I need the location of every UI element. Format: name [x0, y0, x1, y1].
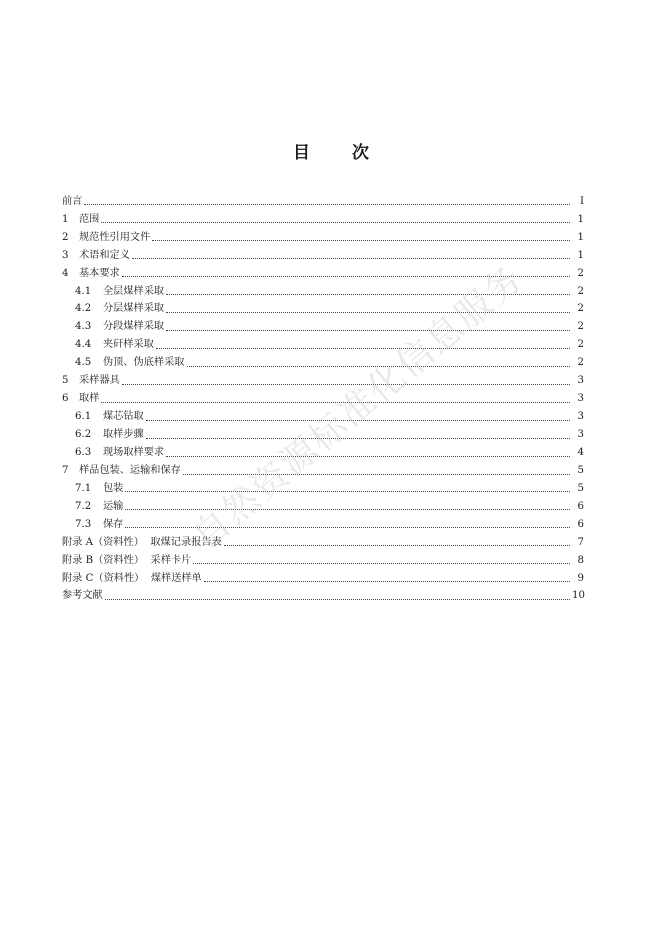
toc-entry-page: 3 — [577, 411, 584, 423]
toc-entry-number: 4.5 — [75, 357, 92, 369]
toc-entry-title: 前言 — [62, 195, 83, 207]
toc-entry-title: 包装 — [103, 482, 124, 494]
toc-entry-number: 7.3 — [75, 518, 92, 530]
toc-entry-page: 2 — [577, 357, 584, 369]
dot-leader — [166, 306, 570, 313]
toc-entry[interactable] — [62, 283, 584, 301]
dot-leader — [152, 234, 570, 241]
toc-entry-page: 1 — [577, 231, 584, 243]
toc-entry-number: 6.3 — [75, 446, 92, 458]
toc-entry-title: 保存 — [103, 518, 124, 530]
toc-entry-page: 7 — [577, 536, 584, 548]
toc-entry[interactable] — [62, 265, 584, 283]
title-char-1: 目 — [293, 143, 310, 163]
toc-entry-title: 范围 — [79, 213, 100, 225]
toc-entry-title: 分层煤样采取 — [103, 303, 165, 315]
toc-entry-title: 夹矸样采取 — [103, 339, 154, 351]
toc-entry-number: 2 — [62, 231, 69, 243]
dot-leader — [166, 324, 570, 331]
toc-entry[interactable] — [62, 570, 584, 588]
toc-entry-number: 7.1 — [75, 482, 92, 494]
toc-entry-title: 样品包装、运输和保存 — [79, 464, 181, 476]
dot-leader — [132, 252, 570, 259]
toc-entry-page: 10 — [572, 590, 585, 602]
toc-entry[interactable] — [62, 462, 584, 480]
dot-leader — [166, 288, 570, 295]
toc-entry-page: Ⅰ — [579, 195, 584, 207]
toc-entry[interactable] — [62, 229, 584, 247]
dot-leader — [101, 396, 570, 403]
toc-entry-number: 4.4 — [75, 339, 92, 351]
title-char-2: 次 — [352, 143, 369, 163]
toc-entry[interactable] — [62, 480, 584, 498]
toc-entry-page: 2 — [577, 303, 584, 315]
toc-entry-title: 附录 B（资料性） 采样卡片 — [62, 554, 192, 566]
toc-entry[interactable] — [62, 372, 584, 390]
toc-entry-title: 分段煤样采取 — [103, 321, 165, 333]
table-of-contents — [62, 193, 584, 606]
toc-entry[interactable] — [62, 301, 584, 319]
dot-leader — [204, 575, 570, 582]
dot-leader — [101, 216, 570, 223]
toc-entry-title: 规范性引用文件 — [79, 231, 151, 243]
toc-entry-title: 全层煤样采取 — [103, 285, 165, 297]
toc-entry-title: 采样器具 — [79, 375, 120, 387]
toc-entry-page: 6 — [577, 518, 584, 530]
dot-leader — [125, 485, 570, 492]
toc-entry-number: 4 — [62, 267, 69, 279]
toc-entry[interactable] — [62, 516, 584, 534]
toc-entry[interactable] — [62, 211, 584, 229]
toc-entry[interactable] — [62, 354, 584, 372]
dot-leader — [122, 270, 570, 277]
dot-leader — [146, 414, 570, 421]
toc-entry-number: 7.2 — [75, 500, 92, 512]
toc-entry[interactable] — [62, 552, 584, 570]
toc-entry-title: 参考文献 — [62, 590, 103, 602]
toc-entry-number: 4.2 — [75, 303, 92, 315]
toc-entry-page: 5 — [577, 464, 584, 476]
toc-entry-page: 1 — [577, 249, 584, 261]
toc-entry[interactable] — [62, 319, 584, 337]
toc-entry-page: 8 — [577, 554, 584, 566]
toc-entry-page: 2 — [577, 267, 584, 279]
toc-entry-title: 取样 — [79, 393, 100, 405]
dot-leader — [166, 450, 570, 457]
toc-entry-page: 3 — [577, 393, 584, 405]
watermark: 自然资源标准化信息服务 — [185, 257, 532, 558]
dot-leader — [156, 342, 570, 349]
toc-entry-page: 1 — [577, 213, 584, 225]
toc-entry[interactable] — [62, 588, 584, 606]
toc-entry-number: 3 — [62, 249, 69, 261]
toc-entry-title: 运输 — [103, 500, 124, 512]
toc-entry-page: 9 — [577, 572, 584, 584]
toc-entry-page: 4 — [577, 446, 584, 458]
toc-entry-title: 煤芯钻取 — [103, 411, 144, 423]
dot-leader — [187, 360, 571, 367]
toc-entry[interactable] — [62, 337, 584, 355]
toc-entry-title: 附录 C（资料性） 煤样送样单 — [62, 572, 202, 584]
toc-entry-title: 现场取样要求 — [103, 446, 165, 458]
toc-entry-title: 取样步骤 — [103, 429, 144, 441]
dot-leader — [105, 593, 570, 600]
page-title — [0, 138, 662, 163]
toc-entry-page: 2 — [577, 321, 584, 333]
toc-entry-page: 2 — [577, 339, 584, 351]
dot-leader — [84, 198, 570, 205]
toc-entry-number: 5 — [62, 375, 69, 387]
toc-entry[interactable] — [62, 247, 584, 265]
dot-leader — [193, 557, 570, 564]
toc-entry-page: 2 — [577, 285, 584, 297]
toc-entry-page: 6 — [577, 500, 584, 512]
dot-leader — [224, 539, 570, 546]
toc-entry-number: 7 — [62, 464, 69, 476]
toc-entry-number: 6 — [62, 393, 69, 405]
toc-entry-title: 伪顶、伪底样采取 — [103, 357, 185, 369]
toc-entry[interactable] — [62, 534, 584, 552]
toc-entry-page: 3 — [577, 375, 584, 387]
dot-leader — [125, 521, 570, 528]
toc-entry-number: 4.1 — [75, 285, 92, 297]
toc-entry-title: 基本要求 — [79, 267, 120, 279]
dot-leader — [146, 432, 570, 439]
toc-entry-title: 附录 A（资料性） 取煤记录报告表 — [62, 536, 222, 548]
toc-entry[interactable] — [62, 193, 584, 211]
toc-entry[interactable] — [62, 444, 584, 462]
toc-entry[interactable] — [62, 408, 584, 426]
toc-entry[interactable] — [62, 390, 584, 408]
toc-entry-title: 术语和定义 — [79, 249, 130, 261]
dot-leader — [183, 468, 570, 475]
toc-entry-number: 6.1 — [75, 411, 92, 423]
toc-entry[interactable] — [62, 498, 584, 516]
dot-leader — [122, 378, 570, 385]
toc-entry-page: 3 — [577, 429, 584, 441]
toc-entry-number: 4.3 — [75, 321, 92, 333]
toc-entry[interactable] — [62, 426, 584, 444]
dot-leader — [125, 503, 570, 510]
toc-entry-number: 1 — [62, 213, 69, 225]
toc-entry-page: 5 — [577, 482, 584, 494]
toc-entry-number: 6.2 — [75, 429, 92, 441]
